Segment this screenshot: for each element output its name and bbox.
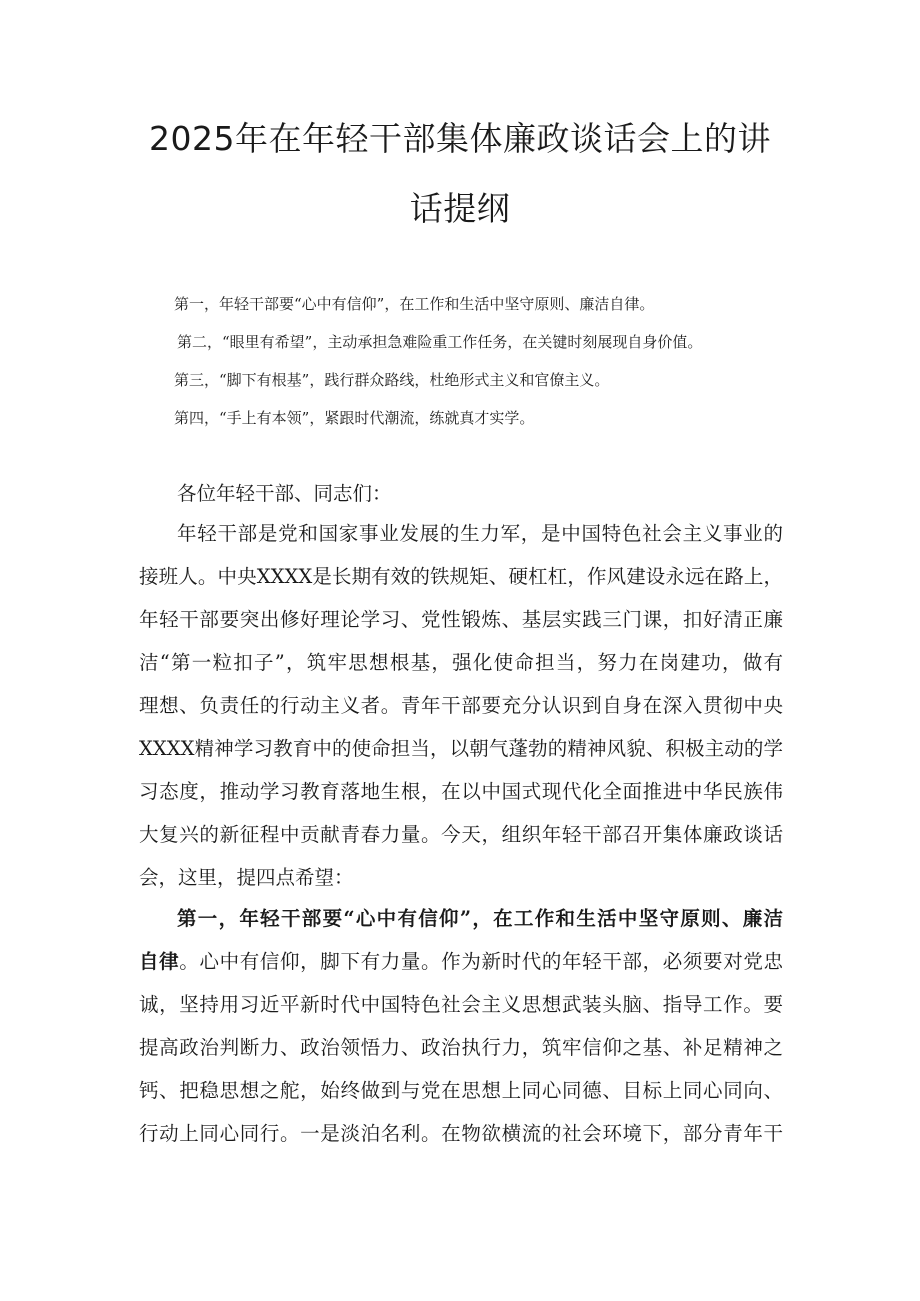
intro-line: 理想、负责任的行动主义者。青年干部要充分认识到自身在深入贯彻中央 [139, 694, 783, 717]
intro-line: 洁“第一粒扣子”，筑牢思想根基，强化使命担当，努力在岗建功，做有 [139, 651, 783, 674]
document-title-line-2: 话提纲 [409, 189, 511, 228]
intro-line: 接班人。中央XXXX是长期有效的铁规矩、硬杠杠，作风建设永远在路上， [139, 565, 783, 588]
point-one-line [139, 946, 783, 974]
point-one-text: 。心中有信仰，脚下有力量。作为新时代的年轻干部，必须要对党忠 [179, 950, 783, 973]
intro-line: XXXX精神学习教育中的使命担当，以朝气蓬勃的精神风貌、积极主动的学 [139, 737, 783, 760]
point-one-line: 诚，坚持用习近平新时代中国特色社会主义思想武装头脑、指导工作。要 [139, 993, 783, 1016]
document-title-line-1: 2025年在年轻干部集体廉政谈话会上的讲 [149, 119, 771, 158]
salutation: 各位年轻干部、同志们： [177, 482, 392, 505]
intro-line: 年轻干部是党和国家事业发展的生力军，是中国特色社会主义事业的 [177, 522, 783, 545]
outline-item: 第三，“脚下有根基”，践行群众路线，杜绝形式主义和官僚主义。 [174, 371, 610, 389]
intro-line: 大复兴的新征程中贡献青春力量。今天，组织年轻干部召开集体廉政谈话 [139, 823, 783, 846]
outline-item: 第二，“眼里有希望”，主动承担急难险重工作任务，在关键时刻展现自身价值。 [177, 333, 703, 351]
point-one-line: 钙、把稳思想之舵，始终做到与党在思想上同心同德、目标上同心同向、 [139, 1079, 783, 1102]
outline-item: 第四，“手上有本领”，紧跟时代潮流，练就真才实学。 [174, 409, 535, 427]
intro-line: 习态度，推动学习教育落地生根，在以中国式现代化全面推进中华民族伟 [139, 780, 783, 803]
outline-item: 第一，年轻干部要“心中有信仰”，在工作和生活中坚守原则、廉洁自律。 [174, 295, 655, 313]
point-one-heading-continued: 自律 [139, 950, 180, 973]
intro-line: 年轻干部要突出修好理论学习、党性锻炼、基层实践三门课，扣好清正廉 [139, 608, 783, 631]
point-one-line: 提高政治判断力、政治领悟力、政治执行力，筑牢信仰之基、补足精神之 [139, 1036, 783, 1059]
point-one-line: 行动上同心同行。一是淡泊名利。在物欲横流的社会环境下，部分青年干 [139, 1122, 783, 1145]
point-one-heading: 第一，年轻干部要“心中有信仰”，在工作和生活中坚守原则、廉洁 [177, 907, 783, 930]
intro-line: 会，这里，提四点希望： [139, 866, 354, 889]
